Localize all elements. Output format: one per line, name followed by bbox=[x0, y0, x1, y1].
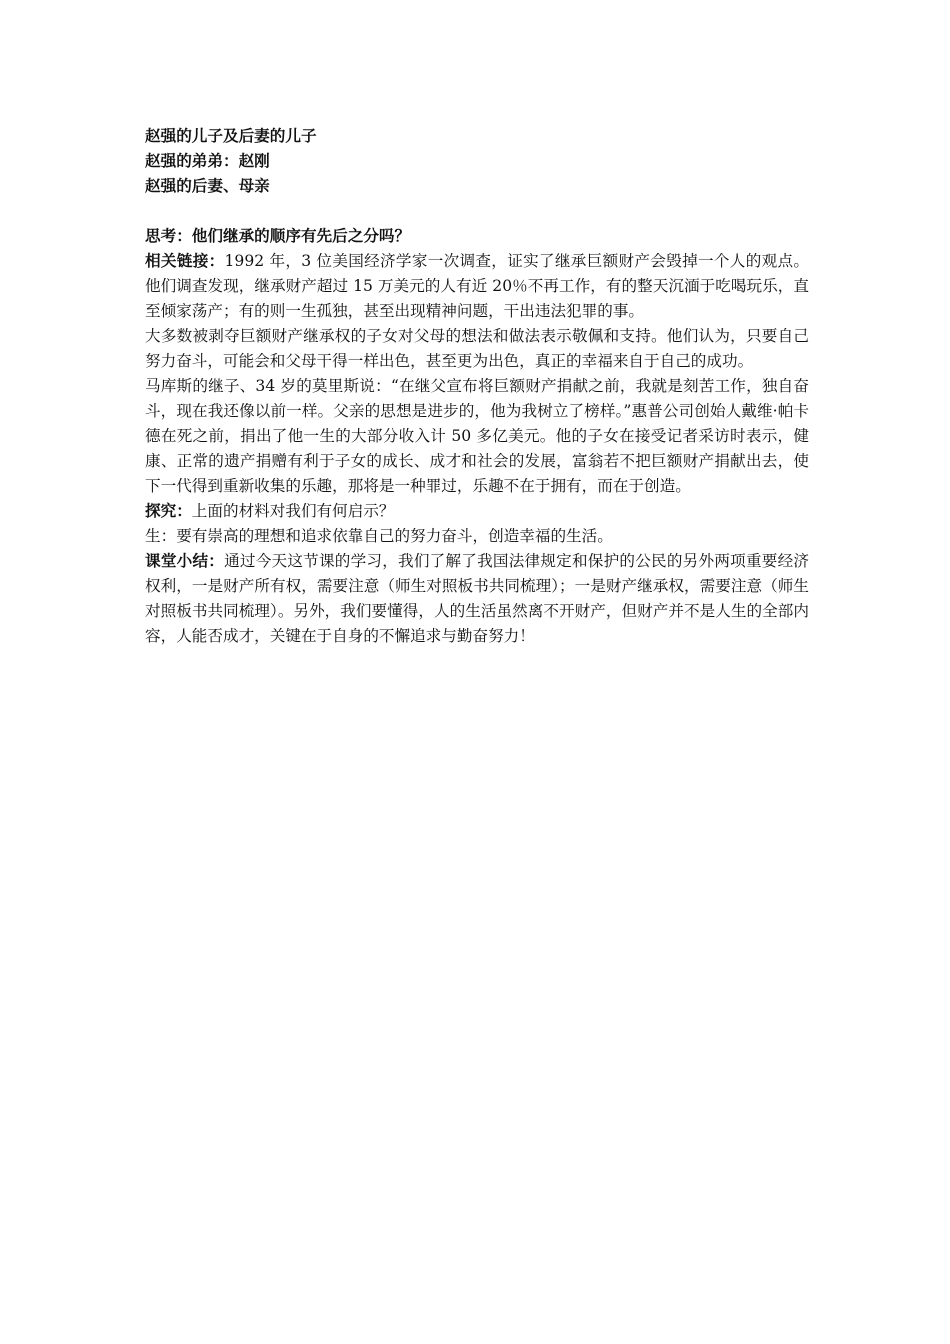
explore-text: 上面的材料对我们有何启示？ bbox=[191, 502, 395, 520]
summary-label: 课堂小结： bbox=[145, 552, 225, 570]
summary-text: 通过今天这节课的学习，我们了解了我国法律规定和保护的公民的另外两项重要经济权利，一是财产所有权，需要注意（师生对照板书共同梳理）；一是财产继承权，需要注意（师生对照板书共同梳理）。另外，我们要懂得，人的生活虽然离不开财产，但财产并不是人生的全部内容，人能否成才，关键在于自身的不懈追求与勤奋努力！ bbox=[145, 552, 809, 645]
heir-line-2: 赵强的弟弟：赵刚 bbox=[145, 152, 270, 170]
think-question: 思考：他们继承的顺序有先后之分吗？ bbox=[145, 227, 411, 245]
paragraph-morris-packard: 马库斯的继子、34 岁的莫里斯说：“在继父宣布将巨额财产捐献之前，我就是刻苦工作，独自奋斗，现在我还像以前一样。父亲的思想是进步的，他为我树立了榜样。”惠普公司创始人戴维·帕卡德在死之前，捐出了他一生的大部分收入计 50 多亿美元。他的子女在接受记者采访时表示，健康、正常的遗产捐赠有利于子女的成长、成才和社会的发展，富翁若不把巨额财产捐献出去，使下一代得到重新收集的乐趣，那将是一种罪过，乐趣不在于拥有，而在于创造。 bbox=[145, 377, 809, 495]
explore-paragraph bbox=[145, 499, 809, 524]
heir-line-3: 赵强的后妻、母亲 bbox=[145, 177, 270, 195]
summary-paragraph bbox=[145, 549, 809, 649]
related-link-label: 相关链接： bbox=[145, 252, 225, 270]
blank-line bbox=[145, 199, 809, 224]
student-answer: 生：要有崇高的理想和追求依靠自己的努力奋斗，创造幸福的生活。 bbox=[145, 527, 613, 545]
related-link-paragraph bbox=[145, 249, 809, 324]
explore-label: 探究： bbox=[145, 502, 192, 520]
document-page bbox=[145, 124, 809, 649]
heir-line-1: 赵强的儿子及后妻的儿子 bbox=[145, 127, 317, 145]
related-link-text: 1992 年，3 位美国经济学家一次调查，证实了继承巨额财产会毁掉一个人的观点。他们调查发现，继承财产超过 15 万美元的人有近 20％不再工作，有的整天沉湎于吃喝玩乐，直至倾家荡产；有的则一生孤独，甚至出现精神问题，干出违法犯罪的事。 bbox=[145, 252, 809, 320]
paragraph-children-support: 大多数被剥夺巨额财产继承权的子女对父母的想法和做法表示敬佩和支持。他们认为，只要自己努力奋斗，可能会和父母干得一样出色，甚至更为出色，真正的幸福来自于自己的成功。 bbox=[145, 327, 809, 370]
